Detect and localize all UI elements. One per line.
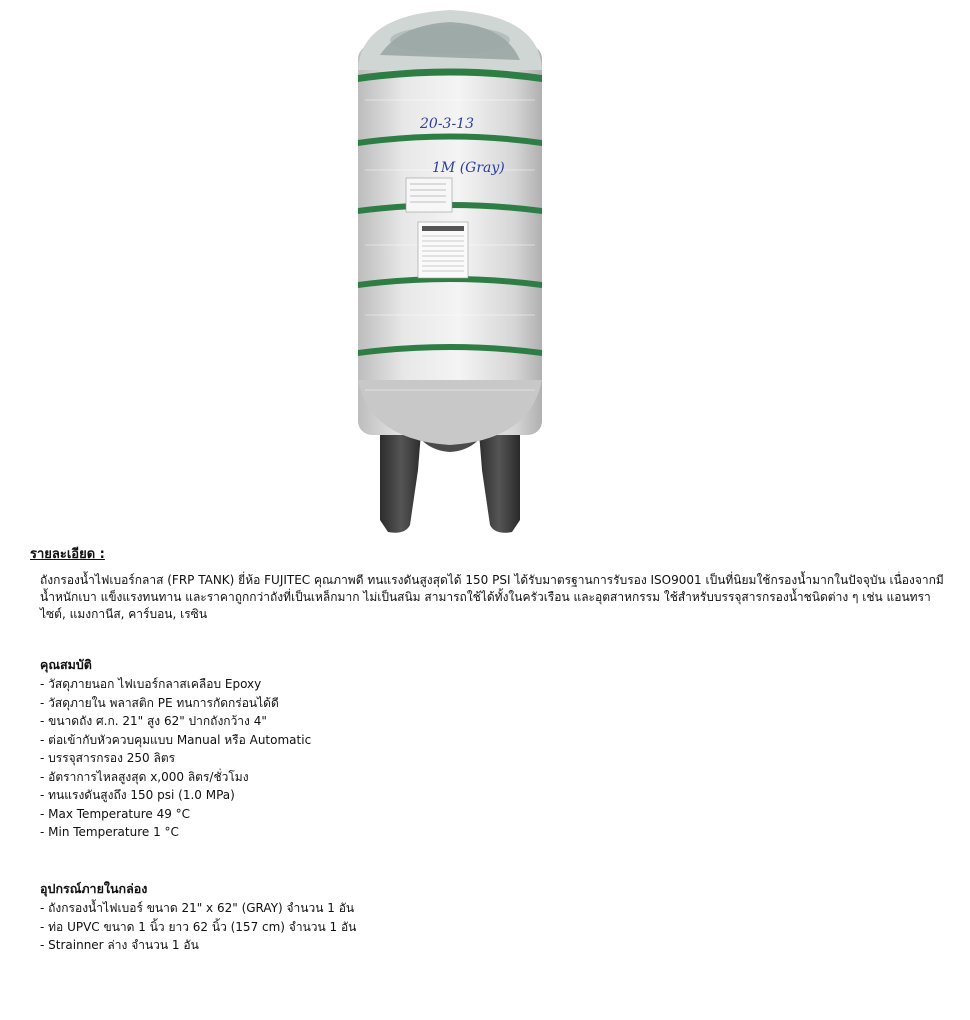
box-contents-section	[40, 880, 940, 955]
detail-heading: รายละเอียด :	[30, 547, 105, 562]
product-description: ถังกรองน้ำไฟเบอร์กลาส (FRP TANK) ยี่ห้อ FUJITEC คุณภาพดี ทนแรงดันสูงสุดได้ 150 PSI ได้รับมาตรฐานการรับรอง ISO9001 เป็นที่นิยมใช้กรองน้ำมากในปัจจุบัน เนื่องจากมีน้ำหนักเบา แข็งแรงทนทาน และราคาถูกกว่าถังที่เป็นเหล็กมาก ไม่เป็นสนิม สามารถใช้ได้ทั้งในครัวเรือน และอุตสาหกรรม ใช้สำหรับบรรจุสารกรองน้ำชนิดต่าง ๆ เช่น แอนทราไซต์, แมงกานีส, คาร์บอน, เรซิน	[40, 573, 944, 621]
list-item: - อัตราการไหลสูงสุด x,000 ลิตร/ชั่วโมง	[40, 769, 249, 784]
tank-handwritten-date: 20-3-13	[420, 116, 474, 132]
list-item: - ต่อเข้ากับหัวควบคุมแบบ Manual หรือ Automatic	[40, 732, 312, 747]
list-item: - Max Temperature 49 °C	[40, 806, 191, 821]
list-item: - ขนาดถัง ศ.ก. 21" สูง 62" ปากถังกว้าง 4"	[40, 714, 267, 728]
list-item: - Strainner ล่าง จำนวน 1 อัน	[40, 938, 199, 952]
list-item: - วัสดุภายใน พลาสติก PE ทนการกัดกร่อนได้ดี	[40, 695, 279, 710]
list-item: - Min Temperature 1 °C	[40, 825, 179, 839]
tank-spec-sticker	[406, 178, 452, 212]
list-item: - ถังกรองน้ำไฟเบอร์ ขนาด 21" x 62" (GRAY) จำนวน 1 อัน	[40, 901, 355, 915]
tank-warning-sticker	[418, 222, 468, 278]
properties-title: คุณสมบัติ	[40, 657, 92, 672]
list-item: - วัสดุภายนอก ไฟเบอร์กลาสเคลือบ Epoxy	[40, 677, 262, 691]
properties-section	[40, 656, 940, 842]
list-item: - ทนแรงดันสูงถึง 150 psi (1.0 MPa)	[40, 788, 235, 802]
properties-list	[40, 675, 940, 842]
box-contents-list	[40, 899, 940, 955]
list-item: - บรรจุสารกรอง 250 ลิตร	[40, 751, 176, 765]
product-photo	[310, 0, 590, 545]
box-contents-title: อุปกรณ์ภายในกล่อง	[40, 881, 148, 896]
tank-handwritten-size: 1M (Gray)	[432, 160, 505, 176]
list-item: - ท่อ UPVC ขนาด 1 นิ้ว ยาว 62 นิ้ว (157 cm) จำนวน 1 อัน	[40, 919, 357, 934]
